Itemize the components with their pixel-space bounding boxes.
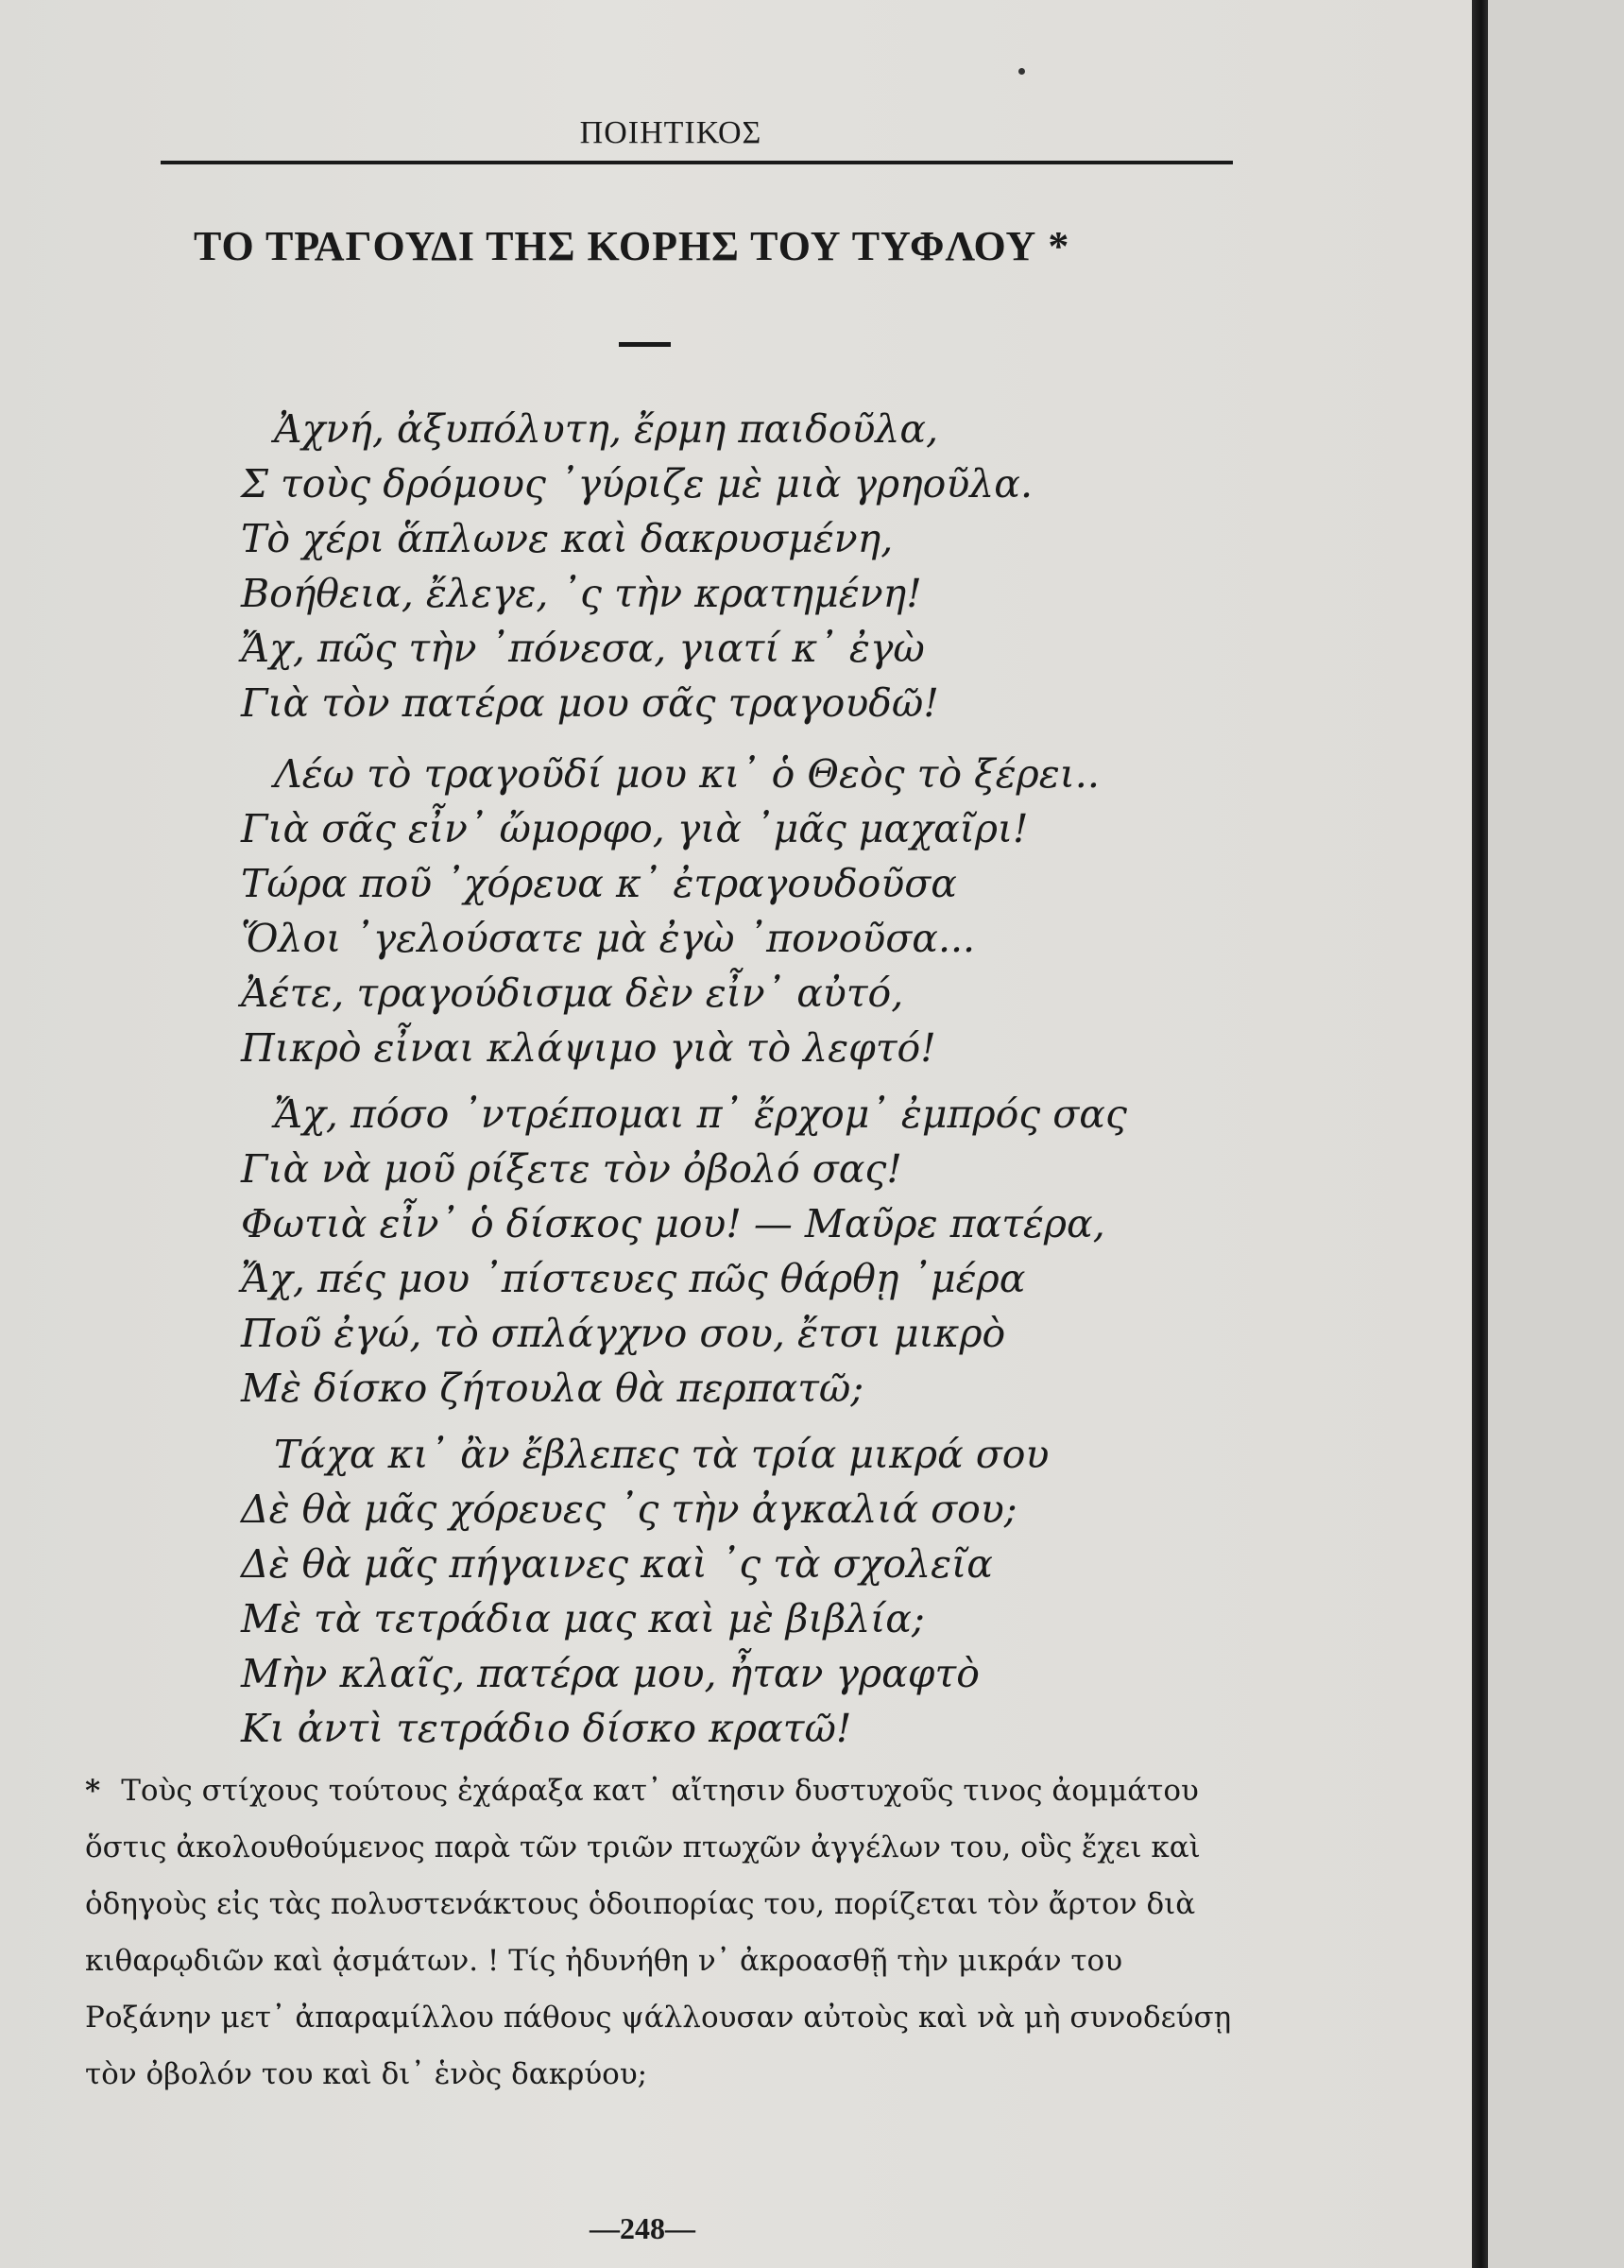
verse-line: Σ τοὺς δρόμους ᾽γύριζε μὲ μιὰ γρηοῦλα. (241, 461, 1033, 507)
verse-line: Γιὰ σᾶς εἶν᾽ ὤμορφο, γιὰ ᾽μᾶς μαχαῖρι! (241, 806, 1029, 851)
verse-line: Ἀχνή, ἀξυπόλυτη, ἔρμη παιδοῦλα, (274, 406, 939, 452)
verse-line: Λέω τὸ τραγοῦδί μου κι᾽ ὁ Θεὸς τὸ ξέρει.. (274, 751, 1100, 797)
verse-line: Μὲ τὰ τετράδια μας καὶ μὲ βιβλία; (241, 1596, 925, 1641)
footnote (85, 1762, 1256, 2103)
verse-line: Μὲ δίσκο ζήτουλα θὰ περπατῶ; (241, 1366, 864, 1411)
stanza-1 (241, 402, 1033, 730)
page-number: —248— (590, 2211, 695, 2245)
verse-line: Ἀέτε, τραγούδισμα δὲν εἶν᾽ αὐτό, (241, 971, 904, 1016)
verse-line: Κι ἀντὶ τετράδιο δίσκο κρατῶ! (241, 1706, 852, 1751)
verse-line: Ἄχ, πόσο ᾽ντρέπομαι π᾽ ἔρχομ᾽ ἐμπρός σας (274, 1091, 1127, 1137)
running-head: ΠΟΙΗΤΙΚΟΣ (579, 115, 762, 150)
verse-line: Ἄχ, πές μου ᾽πίστευες πῶς θάρθῃ ᾽μέρα (241, 1256, 1026, 1301)
poem-title: ΤΟ ΤΡΑΓΟΥΔΙ ΤΗΣ ΚΟΡΗΣ ΤΟΥ ΤΥΦΛΟΥ * (194, 223, 1070, 269)
verse-line: Δὲ θὰ μᾶς χόρευες ᾽ς τὴν ἀγκαλιά σου; (241, 1486, 1017, 1532)
verse-line: Βοήθεια, ἔλεγε, ᾽ς τὴν κρατημένη! (241, 571, 922, 616)
verse-line: Τώρα ποῦ ᾽χόρευα κ᾽ ἐτραγουδοῦσα (241, 861, 957, 906)
stanza-4 (241, 1427, 1049, 1756)
footnote-text: Τοὺς στίχους τούτους ἐχάραξα κατ᾽ αἴτησιν δυστυχοῦς τινος ἀομμάτου ὅστις ἀκολουθούμενος παρὰ τῶν τριῶν πτωχῶν ἀγγέλων του, οὓς ἔχει καὶ ὁδηγοὺς εἰς τὰς πολυστενάκτους ὁδοιπορίας του, πορίζεται τὸν ἄρτον διὰ κιθαρῳδιῶν καὶ ᾀσμάτων. ! Τίς ἠδυνήθη ν᾽ ἀκροασθῇ τὴν μικράν του Ροξάνην μετ᾽ ἀπαραμίλλου πάθους ψάλλουσαν αὐτοὺς καὶ νὰ μὴ συνοδεύσῃ τὸν ὀβολόν του καὶ δι᾽ ἑνὸς δακρύου; (85, 1774, 1232, 2091)
verse-line: Ἄχ, πῶς τὴν ᾽πόνεσα, γιατί κ᾽ ἐγὼ (241, 626, 925, 671)
ink-speck (1018, 68, 1025, 75)
title-dash (619, 342, 671, 347)
verse-line: Δὲ θὰ μᾶς πήγαινες καὶ ᾽ς τὰ σχολεῖα (241, 1541, 993, 1587)
footnote-marker: * (85, 1774, 101, 1808)
verse-line: Ὅλοι ᾽γελούσατε μὰ ἐγὼ ᾽πονοῦσα... (241, 916, 976, 961)
stanza-3 (241, 1087, 1127, 1416)
verse-line: Ποῦ ἐγώ, τὸ σπλάγχνο σου, ἔτσι μικρὸ (241, 1311, 1006, 1356)
verse-line: Γιὰ νὰ μοῦ ρίξετε τὸν ὀβολό σας! (241, 1146, 902, 1192)
stanza-2 (241, 747, 1100, 1075)
verse-line: Μὴν κλαῖς, πατέρα μου, ἦταν γραφτὸ (241, 1651, 980, 1696)
verse-line: Γιὰ τὸν πατέρα μου σᾶς τραγουδῶ! (241, 680, 939, 726)
verse-line: Τάχα κι᾽ ἂν ἔβλεπες τὰ τρία μικρά σου (274, 1432, 1050, 1477)
header-rule (161, 161, 1233, 164)
facing-page (1488, 0, 1624, 2268)
verse-line: Φωτιὰ εἶν᾽ ὁ δίσκος μου! — Μαῦρε πατέρα, (241, 1201, 1105, 1246)
verse-line: Πικρὸ εἶναι κλάψιμο γιὰ τὸ λεφτό! (241, 1025, 936, 1071)
verse-line: Τὸ χέρι ἅπλωνε καὶ δακρυσμένη, (241, 516, 894, 561)
